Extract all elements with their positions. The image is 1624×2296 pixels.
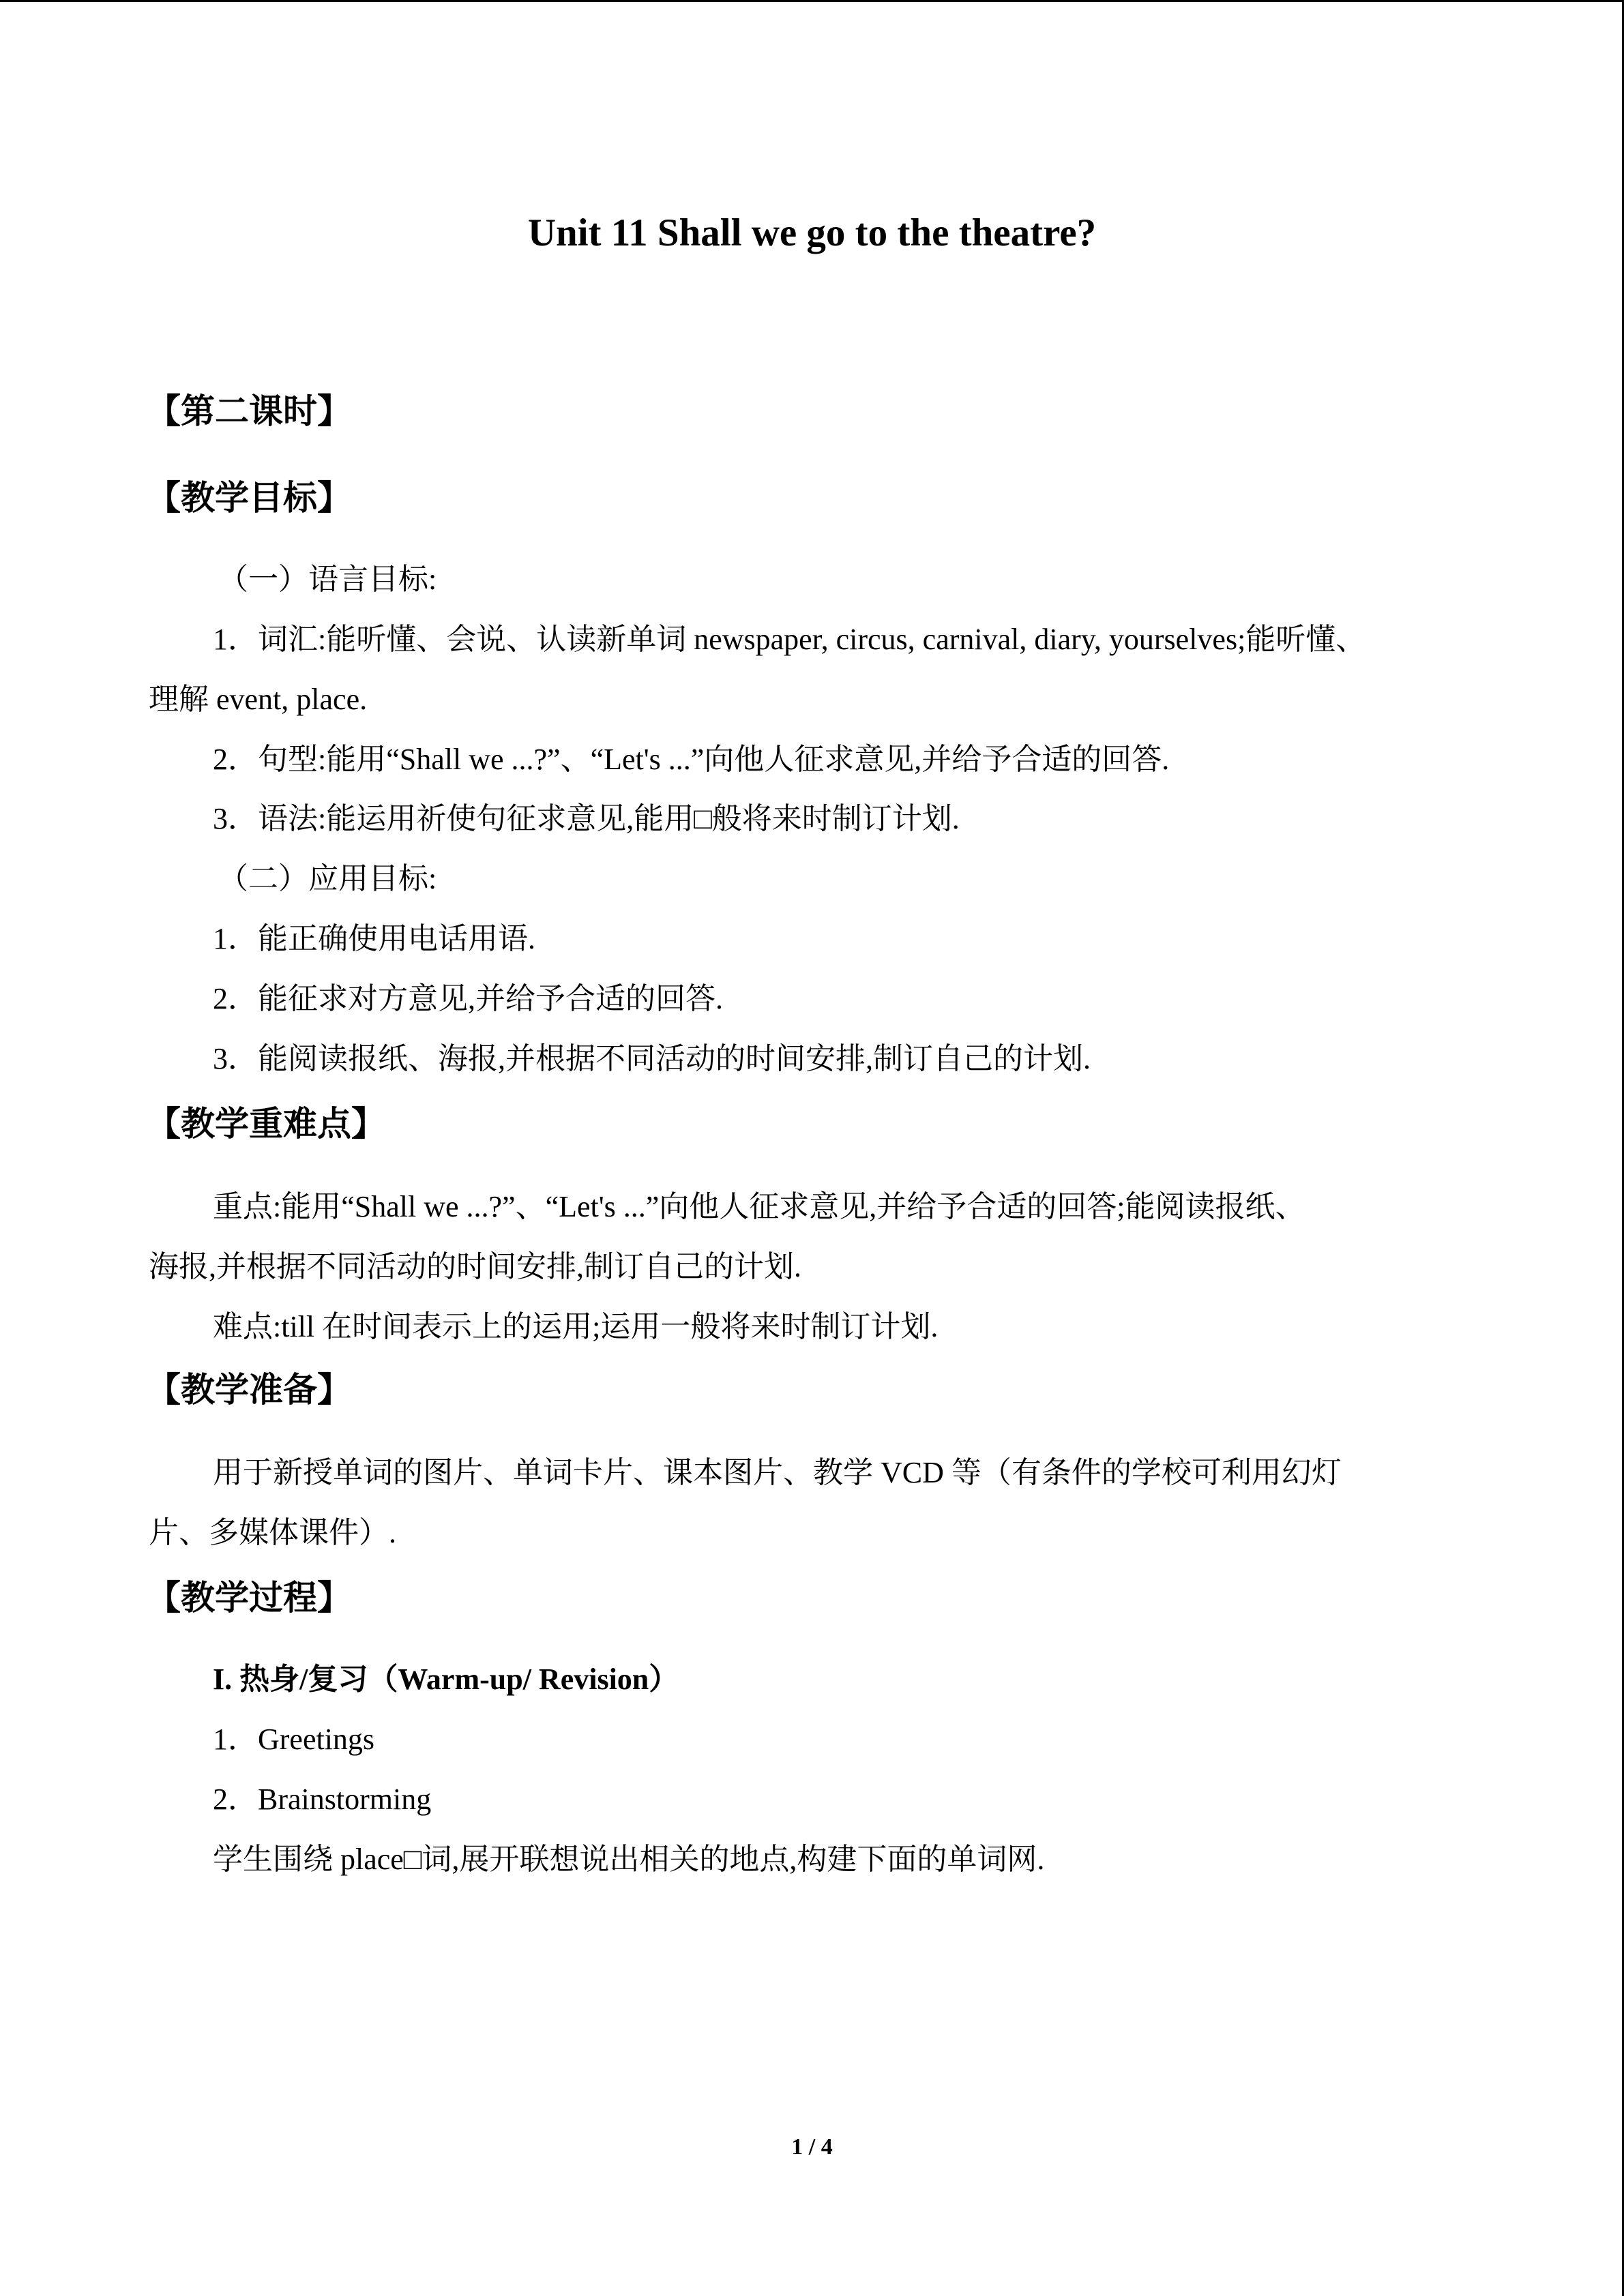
application-objective-1: 1．能正确使用电话用语.: [213, 922, 535, 955]
objective-grammar: 3．语法:能运用祈使句征求意见,能用□般将来时制订计划.: [213, 802, 960, 835]
section-heading-key-points: 【教学重难点】: [147, 1104, 385, 1144]
key-point-difficulty: 难点:till 在时间表示上的运用;运用一般将来时制订计划.: [213, 1310, 939, 1343]
objective-vocabulary-line-2: 理解 event, place.: [149, 683, 368, 716]
key-point-focus-line-1: 重点:能用“Shall we ...?”、“Let's ...”向他人征求意见,并给予合适的回答;能阅读报纸、: [213, 1190, 1305, 1223]
process-step-warmup-heading: I. 热身/复习（Warm-up/ Revision）: [213, 1663, 679, 1696]
section-heading-lesson: 【第二课时】: [147, 391, 351, 431]
section-heading-preparation: 【教学准备】: [147, 1370, 351, 1410]
section-heading-process: 【教学过程】: [147, 1578, 351, 1617]
application-objectives-heading: （二）应用目标:: [218, 862, 437, 895]
objective-vocabulary-line-1: 1．词汇:能听懂、会说、认读新单词 newspaper, circus, carnival, diary, yourselves;能听懂、: [213, 623, 1366, 656]
key-point-focus-line-2: 海报,并根据不同活动的时间安排,制订自己的计划.: [149, 1250, 801, 1283]
document-title: Unit 11 Shall we go to the theatre?: [527, 211, 1097, 254]
preparation-text-line-1: 用于新授单词的图片、单词卡片、课本图片、教学 VCD 等（有条件的学校可利用幻灯: [213, 1456, 1342, 1489]
application-objective-2: 2．能征求对方意见,并给予合适的回答.: [213, 982, 723, 1015]
page-number: 1 / 4: [791, 2134, 833, 2160]
process-item-brainstorming: 2．Brainstorming: [213, 1783, 432, 1816]
process-item-greetings: 1．Greetings: [213, 1723, 375, 1756]
application-objective-3: 3．能阅读报纸、海报,并根据不同活动的时间安排,制订自己的计划.: [213, 1042, 1091, 1075]
page-border-top: [0, 0, 1624, 2]
section-heading-objectives: 【教学目标】: [147, 478, 351, 518]
preparation-text-line-2: 片、多媒体课件）.: [149, 1516, 396, 1549]
language-objectives-heading: （一）语言目标:: [218, 563, 437, 596]
process-activity-description: 学生围绕 place□词,展开联想说出相关的地点,构建下面的单词网.: [213, 1843, 1045, 1876]
objective-sentence-pattern: 2．句型:能用“Shall we ...?”、“Let's ...”向他人征求意见,并给予合适的回答.: [213, 743, 1170, 776]
